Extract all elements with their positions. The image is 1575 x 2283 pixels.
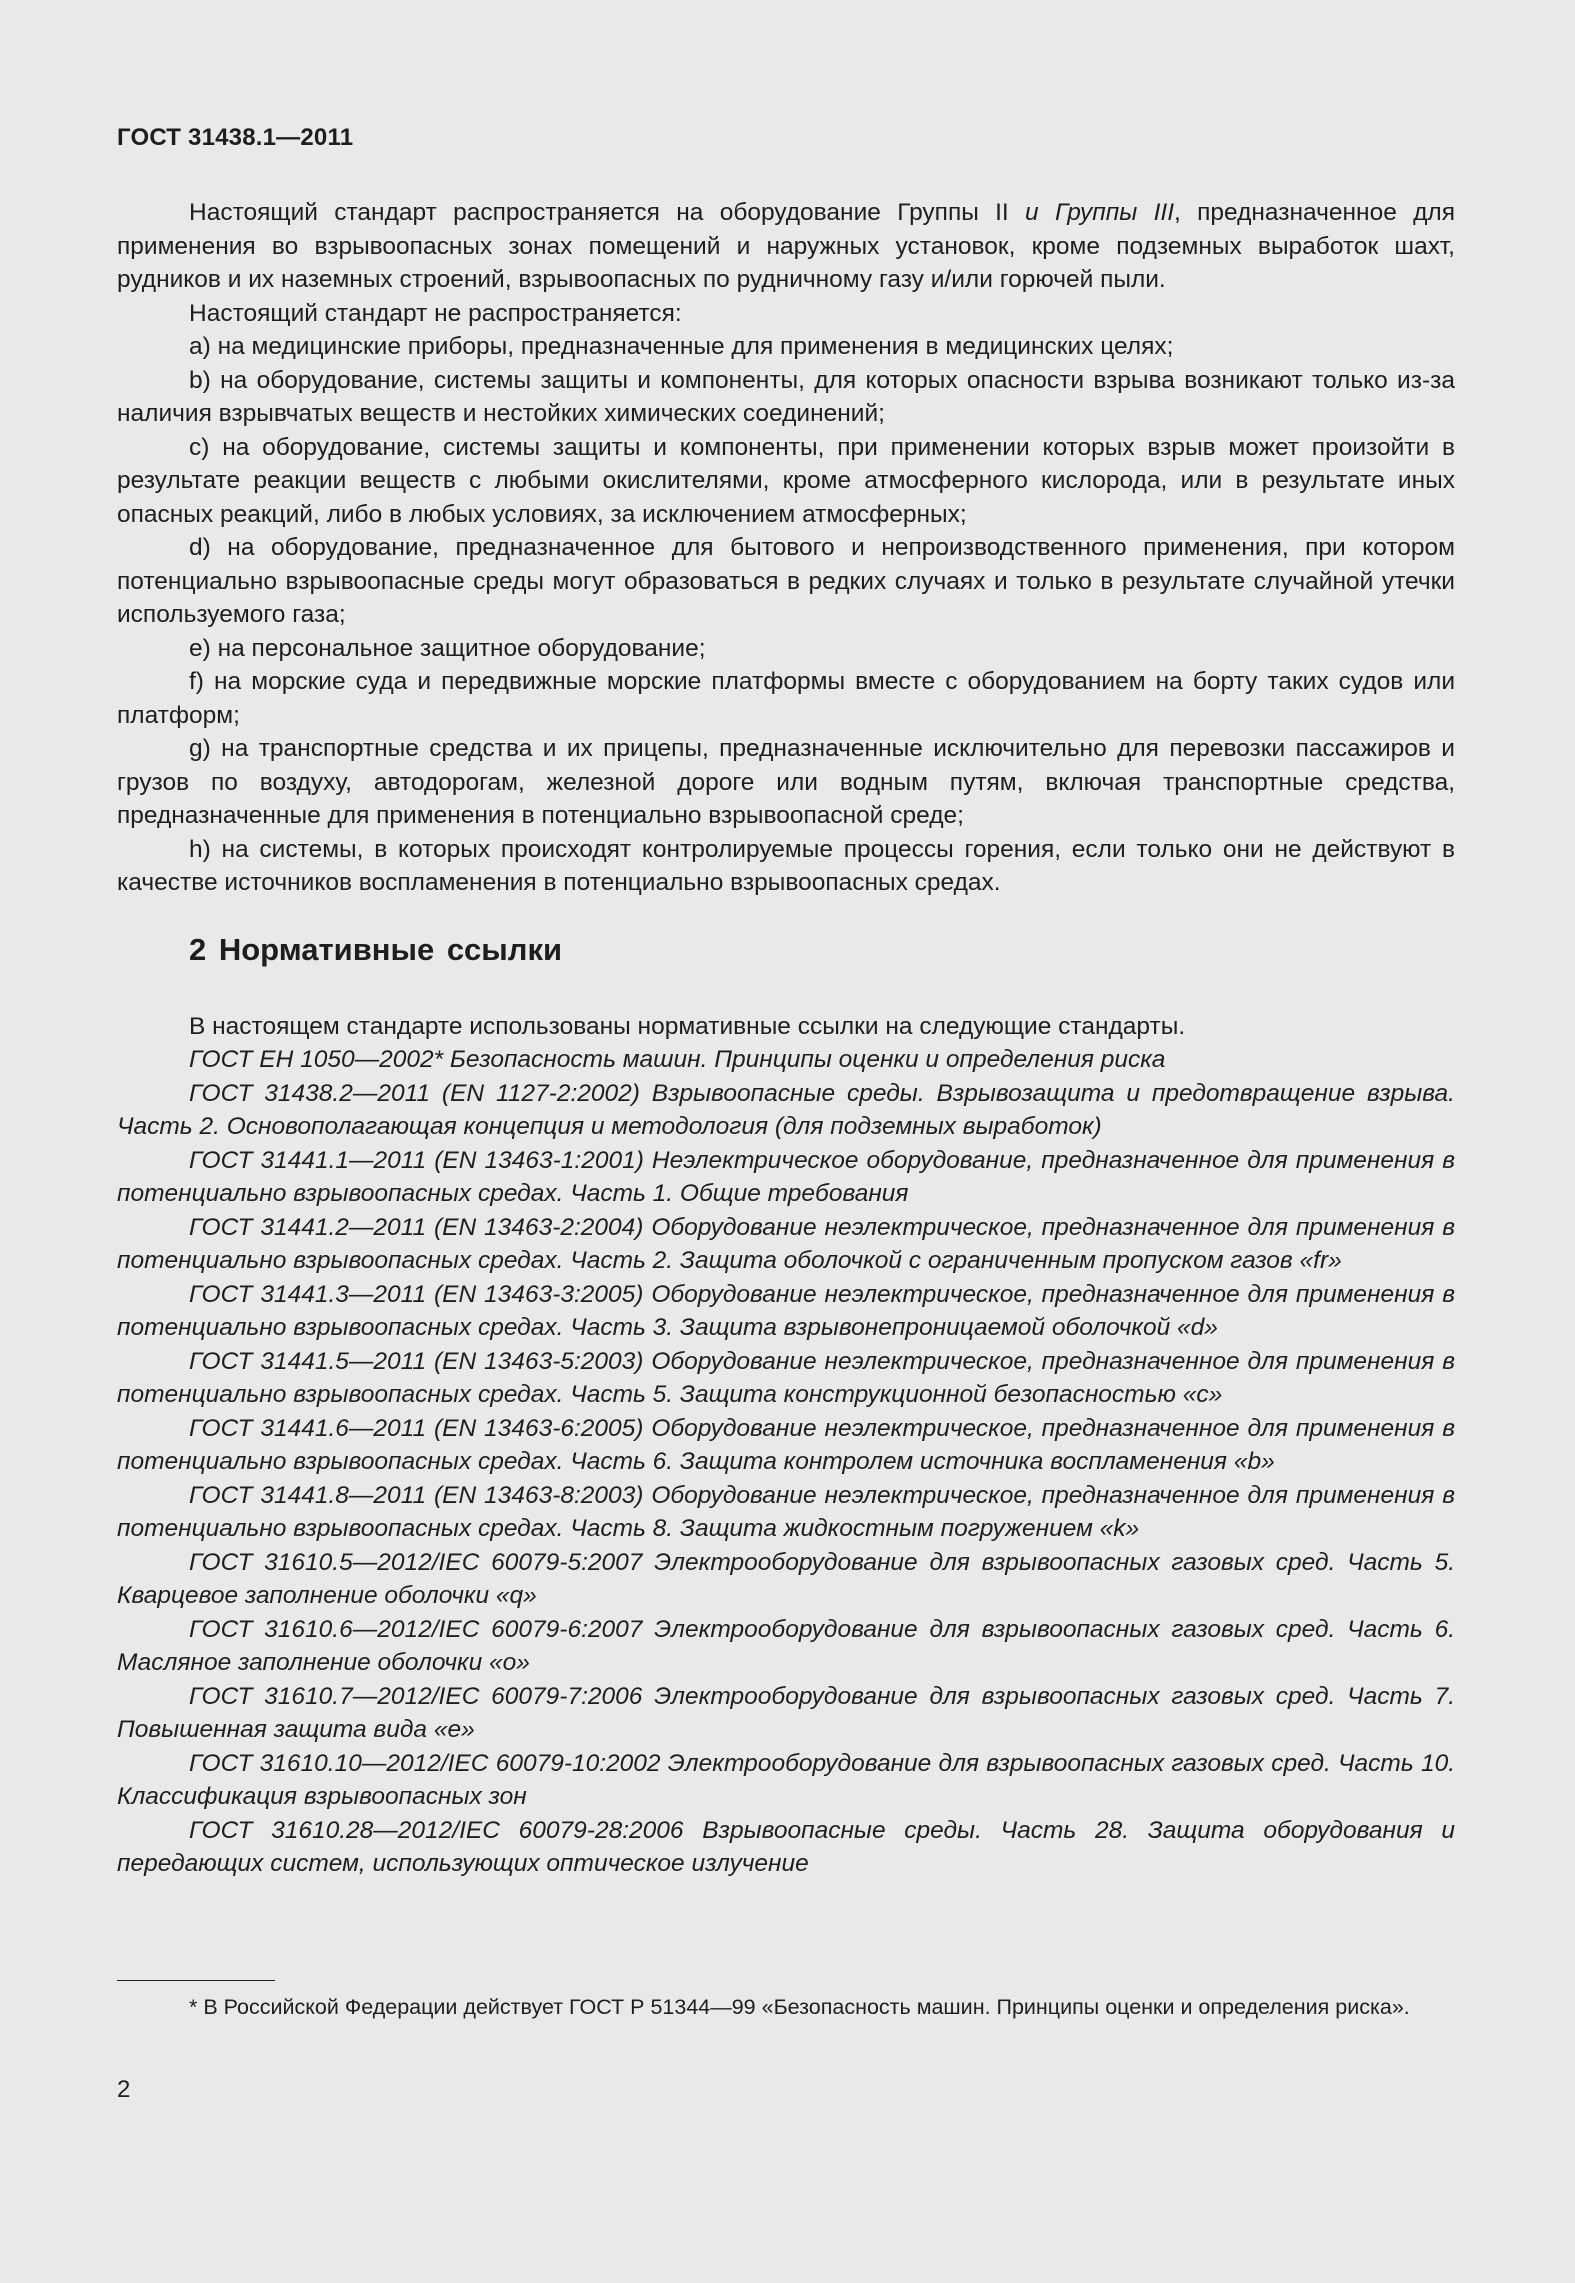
scope-paragraph [117, 196, 1455, 297]
footnote: * В Российской Федерации действует ГОСТ Р 51344—99 «Безопасность машин. Принципы оценки и определения риска». [189, 1995, 1410, 2019]
footnote-divider [117, 1980, 275, 1981]
reference-item: ГОСТ 31441.2—2011 (EN 13463-2:2004) Оборудование неэлектрическое, предназначенное для применения в потенциально взрывоопасных средах. Часть 2. Защита оболочкой с ограниченным пропуском газов «fr» [117, 1213, 1455, 1274]
not-apply-paragraph: Настоящий стандарт не распространяется: [189, 299, 682, 327]
scope-groups-italic: и Группы III [1025, 199, 1175, 226]
reference-item: ГОСТ 31610.6—2012/IEC 60079-6:2007 Электрооборудование для взрывоопасных газовых сред. Часть 6. Масляное заполнение оболочки «o» [117, 1615, 1455, 1676]
reference-item: ГОСТ 31610.10—2012/IEC 60079-10:2002 Электрооборудование для взрывоопасных газовых сред. Часть 10. Классификация взрывоопасных зон [117, 1749, 1455, 1810]
scope-text-start: Настоящий стандарт распространяется на оборудование Группы II [189, 199, 1026, 226]
exclusion-item-h: h) на системы, в которых происходят контролируемые процессы горения, если только они не действуют в качестве источников воспламенения в потенциально взрывоопасных средах. [117, 835, 1455, 896]
exclusion-item-a: а) на медицинские приборы, предназначенные для применения в медицинских целях; [189, 333, 1174, 360]
scope-text-end: , предназначенное для применения во взрывоопасных зонах помещений и наружных установок, кроме подземных выработок шахт, рудников и их наземных строений, взрывоопасных по рудничному газу и/или горючей пыли. [117, 199, 1455, 293]
reference-item: ГОСТ 31438.2—2011 (EN 1127-2:2002) Взрывоопасные среды. Взрывозащита и предотвращение взрыва. Часть 2. Основополагающая концепция и методология (для подземных выработок) [117, 1079, 1455, 1140]
exclusion-item-d: d) на оборудование, предназначенное для бытового и непроизводственного применения, при котором потенциально взрывоопасные среды могут образоваться в редких случаях и только в результате случайной утечки используемого газа; [117, 534, 1455, 628]
reference-item: ГОСТ 31610.7—2012/IEC 60079-7:2006 Электрооборудование для взрывоопасных газовых сред. Часть 7. Повышенная защита вида «e» [117, 1682, 1455, 1743]
references-intro: В настоящем стандарте использованы нормативные ссылки на следующие стандарты. [189, 1012, 1186, 1040]
exclusion-item-c: c) на оборудование, системы защиты и компоненты, при применении которых взрыв может произойти в результате реакции веществ с любыми окислителями, кроме атмосферного кислорода, или в результате иных опасных реакций, либо в любых условиях, за исключением атмосферных; [117, 433, 1455, 528]
reference-item: ГОСТ 31610.28—2012/IEC 60079-28:2006 Взрывоопасные среды. Часть 28. Защита оборудования и передающих систем, использующих оптическое излучение [117, 1816, 1455, 1877]
exclusion-item-g: g) на транспортные средства и их прицепы, предназначенные исключительно для перевозки пассажиров и грузов по воздуху, автодорогам, железной дороге или водным путям, включая транспортные средства, предназначенные для применения в потенциально взрывоопасной среде; [117, 735, 1455, 829]
exclusion-item-b: b) на оборудование, системы защиты и компоненты, для которых опасности взрыва возникают только из-за наличия взрывчатых веществ и нестойких химических соединений; [117, 366, 1455, 427]
section-2-title: 2 Нормативные ссылки [189, 931, 563, 967]
reference-item: ГОСТ 31441.1—2011 (EN 13463-1:2001) Неэлектрическое оборудование, предназначенное для применения в потенциально взрывоопасных средах. Часть 1. Общие требования [117, 1146, 1455, 1207]
reference-item: ГОСТ 31441.5—2011 (EN 13463-5:2003) Оборудование неэлектрическое, предназначенное для применения в потенциально взрывоопасных средах. Часть 5. Защита конструкционной безопасностью «c» [117, 1347, 1455, 1408]
exclusion-item-e: е) на персональное защитное оборудование; [189, 634, 706, 662]
page-content [117, 196, 1455, 1881]
exclusion-item-f: f) на морские суда и передвижные морские платформы вместе с оборудованием на борту таких судов или платформ; [117, 668, 1455, 729]
reference-item: ГОСТ 31610.5—2012/IEC 60079-5:2007 Электрооборудование для взрывоопасных газовых сред. Часть 5. Кварцевое заполнение оболочки «q» [117, 1548, 1455, 1609]
document-code-header: ГОСТ 31438.1—2011 [117, 124, 354, 151]
reference-item: ГОСТ 31441.3—2011 (EN 13463-3:2005) Оборудование неэлектрическое, предназначенное для применения в потенциально взрывоопасных средах. Часть 3. Защита взрывонепроницаемой оболочкой «d» [117, 1280, 1455, 1341]
reference-item: ГОСТ 31441.8—2011 (EN 13463-8:2003) Оборудование неэлектрическое, предназначенное для применения в потенциально взрывоопасных средах. Часть 8. Защита жидкостным погружением «k» [117, 1481, 1455, 1542]
page-number: 2 [117, 2076, 131, 2103]
reference-item: ГОСТ 31441.6—2011 (EN 13463-6:2005) Оборудование неэлектрическое, предназначенное для применения в потенциально взрывоопасных средах. Часть 6. Защита контролем источника воспламенения «b» [117, 1414, 1455, 1475]
reference-item: ГОСТ ЕН 1050—2002* Безопасность машин. Принципы оценки и определения риска [189, 1046, 1166, 1073]
